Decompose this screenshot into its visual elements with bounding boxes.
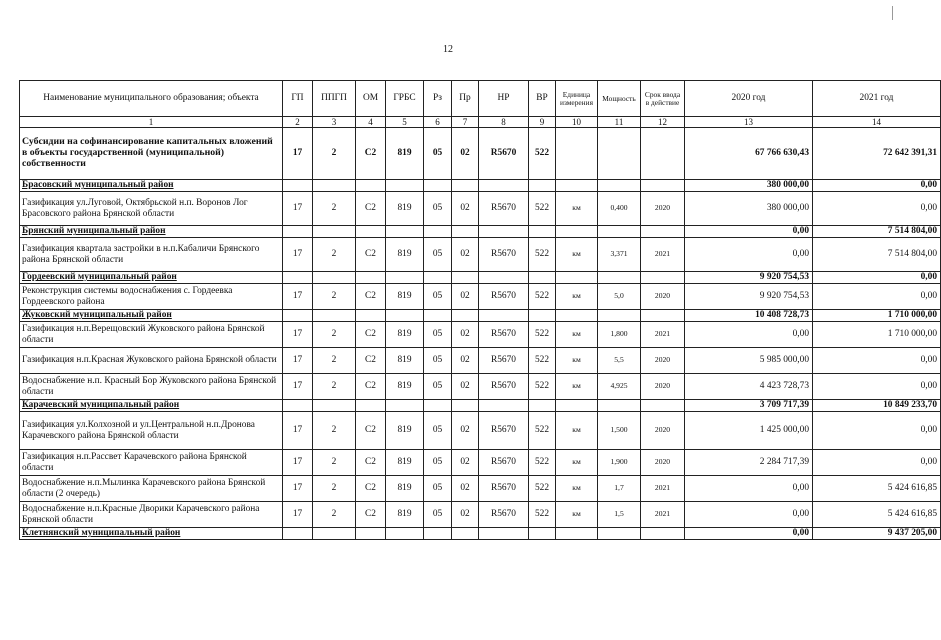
cell-nr: R5670 xyxy=(479,322,529,348)
cell-2020: 1 425 000,00 xyxy=(685,412,813,450)
region-name: Жуковский муниципальный район xyxy=(20,310,283,322)
cell-power: 4,925 xyxy=(598,374,641,400)
cell-grbs: 819 xyxy=(386,450,424,476)
cell-om xyxy=(356,272,386,284)
header-row xyxy=(20,81,941,117)
cell-om xyxy=(356,180,386,192)
cell-nr: R5670 xyxy=(479,412,529,450)
cell-grbs: 819 xyxy=(386,502,424,528)
cell-2021: 0,00 xyxy=(813,450,941,476)
cell-ppgp: 2 xyxy=(313,284,356,310)
cell-vr: 522 xyxy=(529,412,556,450)
col-header-gp: ГП xyxy=(283,81,313,117)
cell-rz: 05 xyxy=(424,374,452,400)
cell-pr: 02 xyxy=(452,284,479,310)
cell-om: С2 xyxy=(356,348,386,374)
region-row xyxy=(20,528,941,540)
cell-term: 2021 xyxy=(641,238,685,272)
cell-unit: км xyxy=(556,412,598,450)
cell-power: 1,5 xyxy=(598,502,641,528)
cell-term xyxy=(641,128,685,180)
cell-power: 1,900 xyxy=(598,450,641,476)
region-row xyxy=(20,180,941,192)
cell-pr: 02 xyxy=(452,322,479,348)
col-header-pr: Пр xyxy=(452,81,479,117)
cell-grbs: 819 xyxy=(386,348,424,374)
cell-grbs: 819 xyxy=(386,128,424,180)
cell-2020: 0,00 xyxy=(685,238,813,272)
cell-vr xyxy=(529,400,556,412)
cell-rz: 05 xyxy=(424,348,452,374)
cell-grbs: 819 xyxy=(386,238,424,272)
col-header-om: ОМ xyxy=(356,81,386,117)
cell-gp xyxy=(283,528,313,540)
region-name: Гордеевский муниципальный район xyxy=(20,272,283,284)
cell-vr: 522 xyxy=(529,284,556,310)
cell-power: 5,0 xyxy=(598,284,641,310)
cell-2021: 0,00 xyxy=(813,192,941,226)
cell-unit: км xyxy=(556,502,598,528)
cell-ppgp: 2 xyxy=(313,476,356,502)
cell-unit: км xyxy=(556,238,598,272)
cell-term: 2020 xyxy=(641,450,685,476)
cell-power xyxy=(598,310,641,322)
object-row xyxy=(20,322,941,348)
col-header-name: Наименование муниципального образования; объекта xyxy=(20,81,283,117)
cell-gp xyxy=(283,400,313,412)
cell-rz xyxy=(424,400,452,412)
cell-nr xyxy=(479,180,529,192)
cell-vr xyxy=(529,226,556,238)
cell-rz: 05 xyxy=(424,450,452,476)
cell-power xyxy=(598,226,641,238)
cell-ppgp: 2 xyxy=(313,238,356,272)
cell-om: С2 xyxy=(356,192,386,226)
cell-2020: 9 920 754,53 xyxy=(685,272,813,284)
object-row xyxy=(20,284,941,310)
region-row xyxy=(20,310,941,322)
cell-ppgp: 2 xyxy=(313,374,356,400)
cell-nr: R5670 xyxy=(479,348,529,374)
cell-power xyxy=(598,400,641,412)
cell-2021: 7 514 804,00 xyxy=(813,238,941,272)
object-name: Газификация н.п.Красная Жуковского района Брянской области xyxy=(20,348,283,374)
object-row xyxy=(20,192,941,226)
cell-2021: 0,00 xyxy=(813,180,941,192)
object-row xyxy=(20,412,941,450)
cell-grbs: 819 xyxy=(386,284,424,310)
cell-term xyxy=(641,226,685,238)
cell-2021: 5 424 616,85 xyxy=(813,502,941,528)
cell-2021: 72 642 391,31 xyxy=(813,128,941,180)
col-number: 9 xyxy=(529,117,556,128)
cell-power: 1,7 xyxy=(598,476,641,502)
cell-grbs: 819 xyxy=(386,374,424,400)
cell-gp: 17 xyxy=(283,476,313,502)
total-row xyxy=(20,128,941,180)
cell-rz: 05 xyxy=(424,502,452,528)
cell-rz: 05 xyxy=(424,476,452,502)
cell-nr xyxy=(479,528,529,540)
cell-vr: 522 xyxy=(529,238,556,272)
cell-gp: 17 xyxy=(283,412,313,450)
object-row xyxy=(20,502,941,528)
cell-om: С2 xyxy=(356,476,386,502)
cell-term xyxy=(641,180,685,192)
cell-vr: 522 xyxy=(529,348,556,374)
cell-rz xyxy=(424,180,452,192)
cell-om: С2 xyxy=(356,374,386,400)
cell-rz: 05 xyxy=(424,238,452,272)
cell-unit: км xyxy=(556,374,598,400)
col-number: 1 xyxy=(20,117,283,128)
col-header-unit: Единица измерения xyxy=(556,81,598,117)
cell-ppgp xyxy=(313,528,356,540)
cell-pr: 02 xyxy=(452,450,479,476)
cell-gp xyxy=(283,226,313,238)
cell-2020: 0,00 xyxy=(685,476,813,502)
cell-2021: 7 514 804,00 xyxy=(813,226,941,238)
cell-grbs: 819 xyxy=(386,322,424,348)
region-name: Карачевский муниципальный район xyxy=(20,400,283,412)
cell-unit xyxy=(556,528,598,540)
col-header-vr: ВР xyxy=(529,81,556,117)
object-name: Газификация квартала застройки в н.п.Кабаличи Брянского района Брянской области xyxy=(20,238,283,272)
cell-vr: 522 xyxy=(529,450,556,476)
cell-2020: 67 766 630,43 xyxy=(685,128,813,180)
cell-ppgp: 2 xyxy=(313,348,356,374)
col-number: 13 xyxy=(685,117,813,128)
cell-unit: км xyxy=(556,322,598,348)
region-name: Брянский муниципальный район xyxy=(20,226,283,238)
col-header-nr: НР xyxy=(479,81,529,117)
col-header-term: Срок ввода в действие xyxy=(641,81,685,117)
cell-rz: 05 xyxy=(424,128,452,180)
cell-2020: 5 985 000,00 xyxy=(685,348,813,374)
cell-vr: 522 xyxy=(529,192,556,226)
cell-power xyxy=(598,180,641,192)
cell-pr xyxy=(452,226,479,238)
cell-2020: 0,00 xyxy=(685,226,813,238)
cell-grbs: 819 xyxy=(386,192,424,226)
cell-om: С2 xyxy=(356,412,386,450)
cell-2020: 3 709 717,39 xyxy=(685,400,813,412)
cell-power xyxy=(598,528,641,540)
cell-2021: 1 710 000,00 xyxy=(813,310,941,322)
cell-rz xyxy=(424,272,452,284)
cell-nr: R5670 xyxy=(479,476,529,502)
cell-term xyxy=(641,400,685,412)
region-name: Брасовский муниципальный район xyxy=(20,180,283,192)
col-header-grbs: ГРБС xyxy=(386,81,424,117)
cell-om: С2 xyxy=(356,322,386,348)
cell-term xyxy=(641,310,685,322)
cell-2021: 0,00 xyxy=(813,348,941,374)
cell-gp: 17 xyxy=(283,450,313,476)
object-name: Водоснабжение н.п. Красный Бор Жуковского района Брянской области xyxy=(20,374,283,400)
cell-unit xyxy=(556,400,598,412)
cell-nr: R5670 xyxy=(479,374,529,400)
cell-term: 2020 xyxy=(641,284,685,310)
cell-power: 1,500 xyxy=(598,412,641,450)
cell-gp: 17 xyxy=(283,284,313,310)
cell-om: С2 xyxy=(356,502,386,528)
cell-2021: 0,00 xyxy=(813,284,941,310)
cell-unit: км xyxy=(556,348,598,374)
col-number: 10 xyxy=(556,117,598,128)
scan-edge-mark xyxy=(892,6,893,20)
cell-pr: 02 xyxy=(452,412,479,450)
cell-vr: 522 xyxy=(529,128,556,180)
cell-2021: 9 437 205,00 xyxy=(813,528,941,540)
budget-table xyxy=(19,80,941,540)
cell-rz: 05 xyxy=(424,284,452,310)
cell-unit: км xyxy=(556,476,598,502)
region-row xyxy=(20,226,941,238)
cell-grbs xyxy=(386,180,424,192)
page-number: 12 xyxy=(443,44,453,55)
cell-2020: 0,00 xyxy=(685,528,813,540)
cell-power: 0,400 xyxy=(598,192,641,226)
cell-nr: R5670 xyxy=(479,450,529,476)
cell-term: 2021 xyxy=(641,322,685,348)
cell-2021: 0,00 xyxy=(813,272,941,284)
cell-2021: 0,00 xyxy=(813,374,941,400)
cell-om: С2 xyxy=(356,450,386,476)
col-header-2020: 2020 год xyxy=(685,81,813,117)
cell-vr xyxy=(529,528,556,540)
cell-term: 2021 xyxy=(641,502,685,528)
cell-pr xyxy=(452,310,479,322)
cell-power: 1,800 xyxy=(598,322,641,348)
cell-gp: 17 xyxy=(283,322,313,348)
cell-gp: 17 xyxy=(283,192,313,226)
cell-pr xyxy=(452,528,479,540)
cell-unit xyxy=(556,128,598,180)
object-name: Водоснабжение н.п.Красные Дворики Карачевского района Брянской области xyxy=(20,502,283,528)
cell-term xyxy=(641,272,685,284)
object-row xyxy=(20,238,941,272)
cell-term xyxy=(641,528,685,540)
col-number: 6 xyxy=(424,117,452,128)
cell-vr xyxy=(529,180,556,192)
region-row xyxy=(20,400,941,412)
cell-vr xyxy=(529,310,556,322)
cell-ppgp xyxy=(313,272,356,284)
cell-power: 3,371 xyxy=(598,238,641,272)
cell-grbs xyxy=(386,528,424,540)
cell-2020: 10 408 728,73 xyxy=(685,310,813,322)
cell-term: 2020 xyxy=(641,412,685,450)
cell-ppgp xyxy=(313,310,356,322)
object-name: Газификация н.п.Рассвет Карачевского района Брянской области xyxy=(20,450,283,476)
cell-nr xyxy=(479,226,529,238)
cell-nr xyxy=(479,272,529,284)
cell-gp xyxy=(283,180,313,192)
cell-2020: 4 423 728,73 xyxy=(685,374,813,400)
cell-vr: 522 xyxy=(529,476,556,502)
cell-pr: 02 xyxy=(452,128,479,180)
col-number: 3 xyxy=(313,117,356,128)
cell-2021: 5 424 616,85 xyxy=(813,476,941,502)
cell-grbs xyxy=(386,310,424,322)
cell-pr: 02 xyxy=(452,348,479,374)
cell-gp: 17 xyxy=(283,374,313,400)
cell-rz: 05 xyxy=(424,322,452,348)
region-name: Клетнянский муниципальный район xyxy=(20,528,283,540)
cell-ppgp: 2 xyxy=(313,502,356,528)
cell-pr: 02 xyxy=(452,374,479,400)
col-number: 4 xyxy=(356,117,386,128)
cell-om xyxy=(356,226,386,238)
cell-unit xyxy=(556,272,598,284)
cell-vr xyxy=(529,272,556,284)
cell-nr xyxy=(479,310,529,322)
cell-ppgp xyxy=(313,226,356,238)
cell-pr: 02 xyxy=(452,192,479,226)
object-row xyxy=(20,476,941,502)
cell-nr: R5670 xyxy=(479,284,529,310)
cell-2020: 9 920 754,53 xyxy=(685,284,813,310)
object-name: Газификация н.п.Верещовский Жуковского района Брянской области xyxy=(20,322,283,348)
cell-grbs xyxy=(386,400,424,412)
cell-ppgp xyxy=(313,400,356,412)
cell-pr: 02 xyxy=(452,476,479,502)
object-row xyxy=(20,450,941,476)
cell-2020: 2 284 717,39 xyxy=(685,450,813,476)
cell-vr: 522 xyxy=(529,502,556,528)
cell-ppgp: 2 xyxy=(313,192,356,226)
cell-2020: 0,00 xyxy=(685,502,813,528)
cell-term: 2020 xyxy=(641,374,685,400)
cell-gp xyxy=(283,272,313,284)
column-number-row xyxy=(20,117,941,128)
cell-om xyxy=(356,400,386,412)
cell-term: 2021 xyxy=(641,476,685,502)
cell-ppgp: 2 xyxy=(313,450,356,476)
cell-pr xyxy=(452,272,479,284)
cell-nr: R5670 xyxy=(479,502,529,528)
col-number: 2 xyxy=(283,117,313,128)
cell-2020: 0,00 xyxy=(685,322,813,348)
cell-vr: 522 xyxy=(529,322,556,348)
cell-unit: км xyxy=(556,192,598,226)
object-row xyxy=(20,348,941,374)
cell-rz: 05 xyxy=(424,192,452,226)
cell-om: С2 xyxy=(356,238,386,272)
cell-nr xyxy=(479,400,529,412)
cell-gp: 17 xyxy=(283,502,313,528)
cell-pr xyxy=(452,400,479,412)
cell-unit: км xyxy=(556,284,598,310)
col-number: 12 xyxy=(641,117,685,128)
cell-2020: 380 000,00 xyxy=(685,192,813,226)
cell-vr: 522 xyxy=(529,374,556,400)
col-number: 14 xyxy=(813,117,941,128)
cell-nr: R5670 xyxy=(479,128,529,180)
cell-rz xyxy=(424,310,452,322)
cell-unit xyxy=(556,226,598,238)
col-header-2021: 2021 год xyxy=(813,81,941,117)
cell-term: 2020 xyxy=(641,192,685,226)
cell-unit: км xyxy=(556,450,598,476)
object-name: Газификация ул.Колхозной и ул.Центральной н.п.Дронова Карачевского района Брянской области xyxy=(20,412,283,450)
cell-om xyxy=(356,310,386,322)
cell-power xyxy=(598,272,641,284)
cell-power: 5,5 xyxy=(598,348,641,374)
object-name: Реконструкция системы водоснабжения с. Гордеевка Гордеевского района xyxy=(20,284,283,310)
object-row xyxy=(20,374,941,400)
cell-ppgp: 2 xyxy=(313,128,356,180)
col-number: 5 xyxy=(386,117,424,128)
region-row xyxy=(20,272,941,284)
cell-nr: R5670 xyxy=(479,192,529,226)
total-name: Субсидии на софинансирование капитальных вложений в объекты государственной (муниципальной) собственности xyxy=(20,128,283,180)
cell-unit xyxy=(556,310,598,322)
col-header-ppgp: ППГП xyxy=(313,81,356,117)
col-header-power: Мощность xyxy=(598,81,641,117)
cell-ppgp: 2 xyxy=(313,322,356,348)
cell-om: С2 xyxy=(356,128,386,180)
cell-pr: 02 xyxy=(452,502,479,528)
cell-grbs xyxy=(386,272,424,284)
cell-rz: 05 xyxy=(424,412,452,450)
object-name: Газификация ул.Луговой, Октябрьской н.п. Воронов Лог Брасовского района Брянской области xyxy=(20,192,283,226)
cell-grbs: 819 xyxy=(386,412,424,450)
cell-2021: 0,00 xyxy=(813,412,941,450)
cell-gp: 17 xyxy=(283,348,313,374)
cell-grbs: 819 xyxy=(386,476,424,502)
cell-ppgp xyxy=(313,180,356,192)
cell-power xyxy=(598,128,641,180)
cell-pr: 02 xyxy=(452,238,479,272)
cell-unit xyxy=(556,180,598,192)
col-number: 11 xyxy=(598,117,641,128)
object-name: Водоснабжение н.п.Мылинка Карачевского района Брянской области (2 очередь) xyxy=(20,476,283,502)
cell-ppgp: 2 xyxy=(313,412,356,450)
cell-om xyxy=(356,528,386,540)
cell-gp: 17 xyxy=(283,238,313,272)
cell-grbs xyxy=(386,226,424,238)
cell-pr xyxy=(452,180,479,192)
cell-nr: R5670 xyxy=(479,238,529,272)
cell-rz xyxy=(424,528,452,540)
cell-2021: 1 710 000,00 xyxy=(813,322,941,348)
cell-2021: 10 849 233,70 xyxy=(813,400,941,412)
col-number: 8 xyxy=(479,117,529,128)
cell-term: 2020 xyxy=(641,348,685,374)
cell-rz xyxy=(424,226,452,238)
cell-gp xyxy=(283,310,313,322)
cell-om: С2 xyxy=(356,284,386,310)
cell-2020: 380 000,00 xyxy=(685,180,813,192)
col-header-rz: Рз xyxy=(424,81,452,117)
col-number: 7 xyxy=(452,117,479,128)
cell-gp: 17 xyxy=(283,128,313,180)
